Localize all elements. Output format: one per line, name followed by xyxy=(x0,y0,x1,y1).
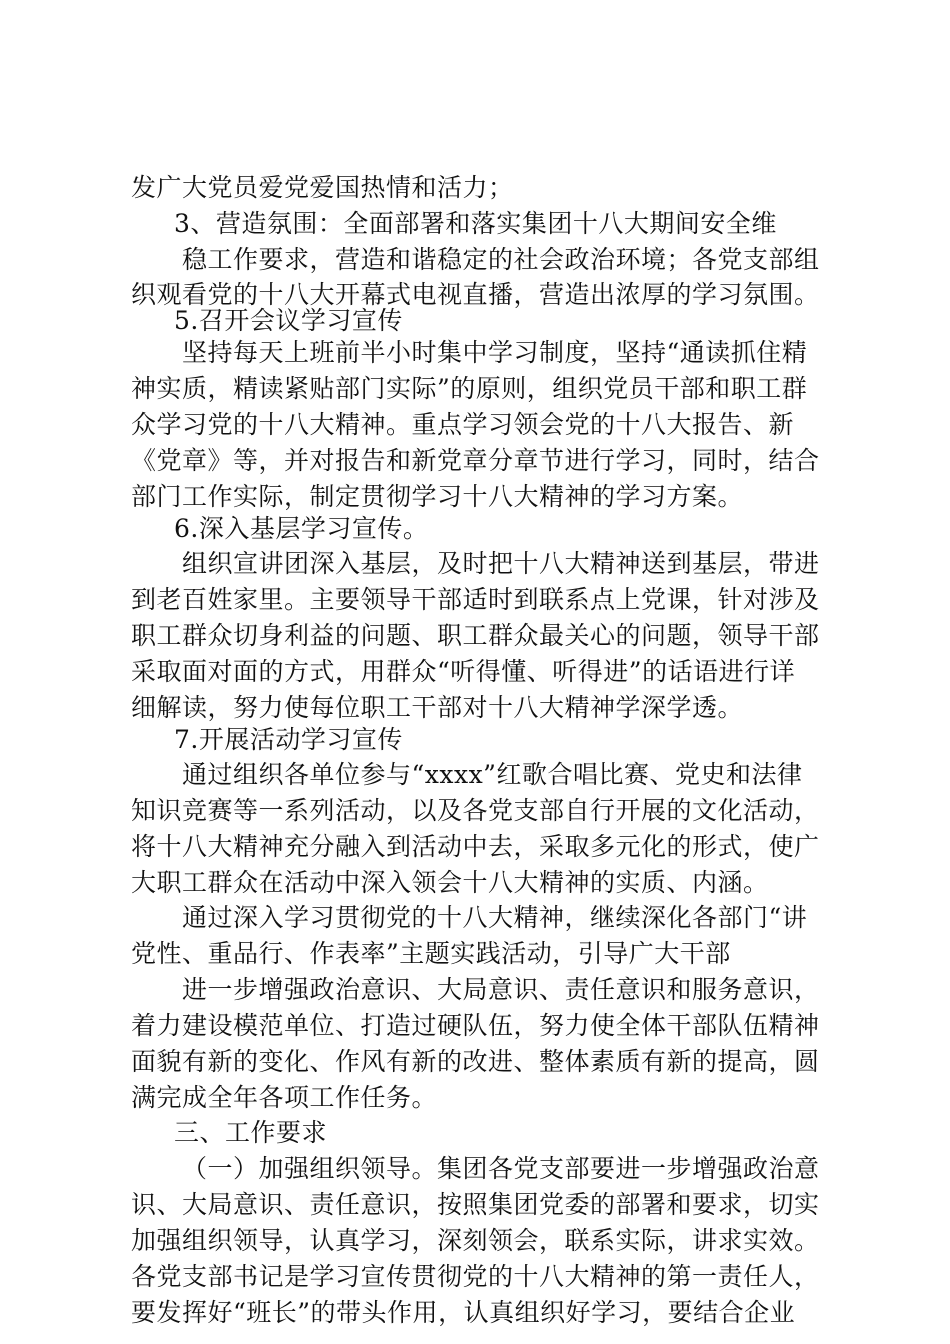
text-line: 稳工作要求，营造和谐稳定的社会政治环境；各党支部组 xyxy=(182,245,820,274)
text-line: 部门工作实际，制定贯彻学习十八大精神的学习方案。 xyxy=(131,482,744,511)
text-line: 满完成全年各项工作任务。 xyxy=(131,1083,438,1112)
text-line: 要发挥好“班长”的带头作用，认真组织好学习，要结合企业 xyxy=(131,1298,796,1327)
text-line: 职工群众切身利益的问题、职工群众最关心的问题，领导干部 xyxy=(131,621,820,650)
text-line: 识、大局意识、责任意识，按照集团党委的部署和要求，切实 xyxy=(131,1190,820,1219)
text-line: 细解读，努力使每位职工干部对十八大精神学深学透。 xyxy=(131,693,744,722)
section-heading: 6.深入基层学习宣传。 xyxy=(174,514,429,543)
text-line: 《党章》等，并对报告和新党章分章节进行学习，同时，结合 xyxy=(131,446,820,475)
text-line: 3、营造氛围：全面部署和落实集团十八大期间安全维 xyxy=(174,209,777,238)
section-heading: 5.召开会议学习宣传 xyxy=(174,306,403,335)
text-line: 知识竞赛等一系列活动，以及各党支部自行开展的文化活动， xyxy=(131,796,820,825)
section-heading: 三、工作要求 xyxy=(174,1118,328,1147)
text-line: 党性、重品行、作表率”主题实践活动，引导广大干部 xyxy=(131,939,731,968)
text-line: 进一步增强政治意识、大局意识、责任意识和服务意识， xyxy=(182,975,820,1004)
text-line: 采取面对面的方式，用群众“听得懂、听得进”的话语进行详 xyxy=(131,657,796,686)
text-line: 将十八大精神充分融入到活动中去，采取多元化的形式，使广 xyxy=(131,832,820,861)
text-line: 各党支部书记是学习宣传贯彻党的十八大精神的第一责任人， xyxy=(131,1262,820,1291)
text-line: 众学习党的十八大精神。重点学习领会党的十八大报告、新 xyxy=(131,410,795,439)
text-line: 加强组织领导，认真学习，深刻领会，联系实际，讲求实效。 xyxy=(131,1226,820,1255)
text-line: 到老百姓家里。主要领导干部适时到联系点上党课，针对涉及 xyxy=(131,585,820,614)
text-line: 神实质，精读紧贴部门实际”的原则，组织党员干部和职工群 xyxy=(131,374,808,403)
text-line: 面貌有新的变化、作风有新的改进、整体素质有新的提高，圆 xyxy=(131,1047,820,1076)
text-line: 通过组织各单位参与“xxxx”红歌合唱比赛、党史和法律 xyxy=(182,760,803,789)
text-line: 组织宣讲团深入基层，及时把十八大精神送到基层，带进 xyxy=(182,549,820,578)
text-line: 坚持每天上班前半小时集中学习制度，坚持“通读抓住精 xyxy=(182,338,808,367)
text-line: 发广大党员爱党爱国热情和活力； xyxy=(131,173,514,202)
text-line: 织观看党的十八大开幕式电视直播，营造出浓厚的学习氛围。 xyxy=(131,280,820,309)
section-heading: 7.开展活动学习宣传 xyxy=(174,725,403,754)
text-line: 大职工群众在活动中深入领会十八大精神的实质、内涵。 xyxy=(131,868,769,897)
text-line: （一）加强组织领导。集团各党支部要进一步增强政治意 xyxy=(182,1154,820,1183)
text-line: 通过深入学习贯彻党的十八大精神，继续深化各部门“讲 xyxy=(182,903,808,932)
text-line: 着力建设模范单位、打造过硬队伍，努力使全体干部队伍精神 xyxy=(131,1011,820,1040)
